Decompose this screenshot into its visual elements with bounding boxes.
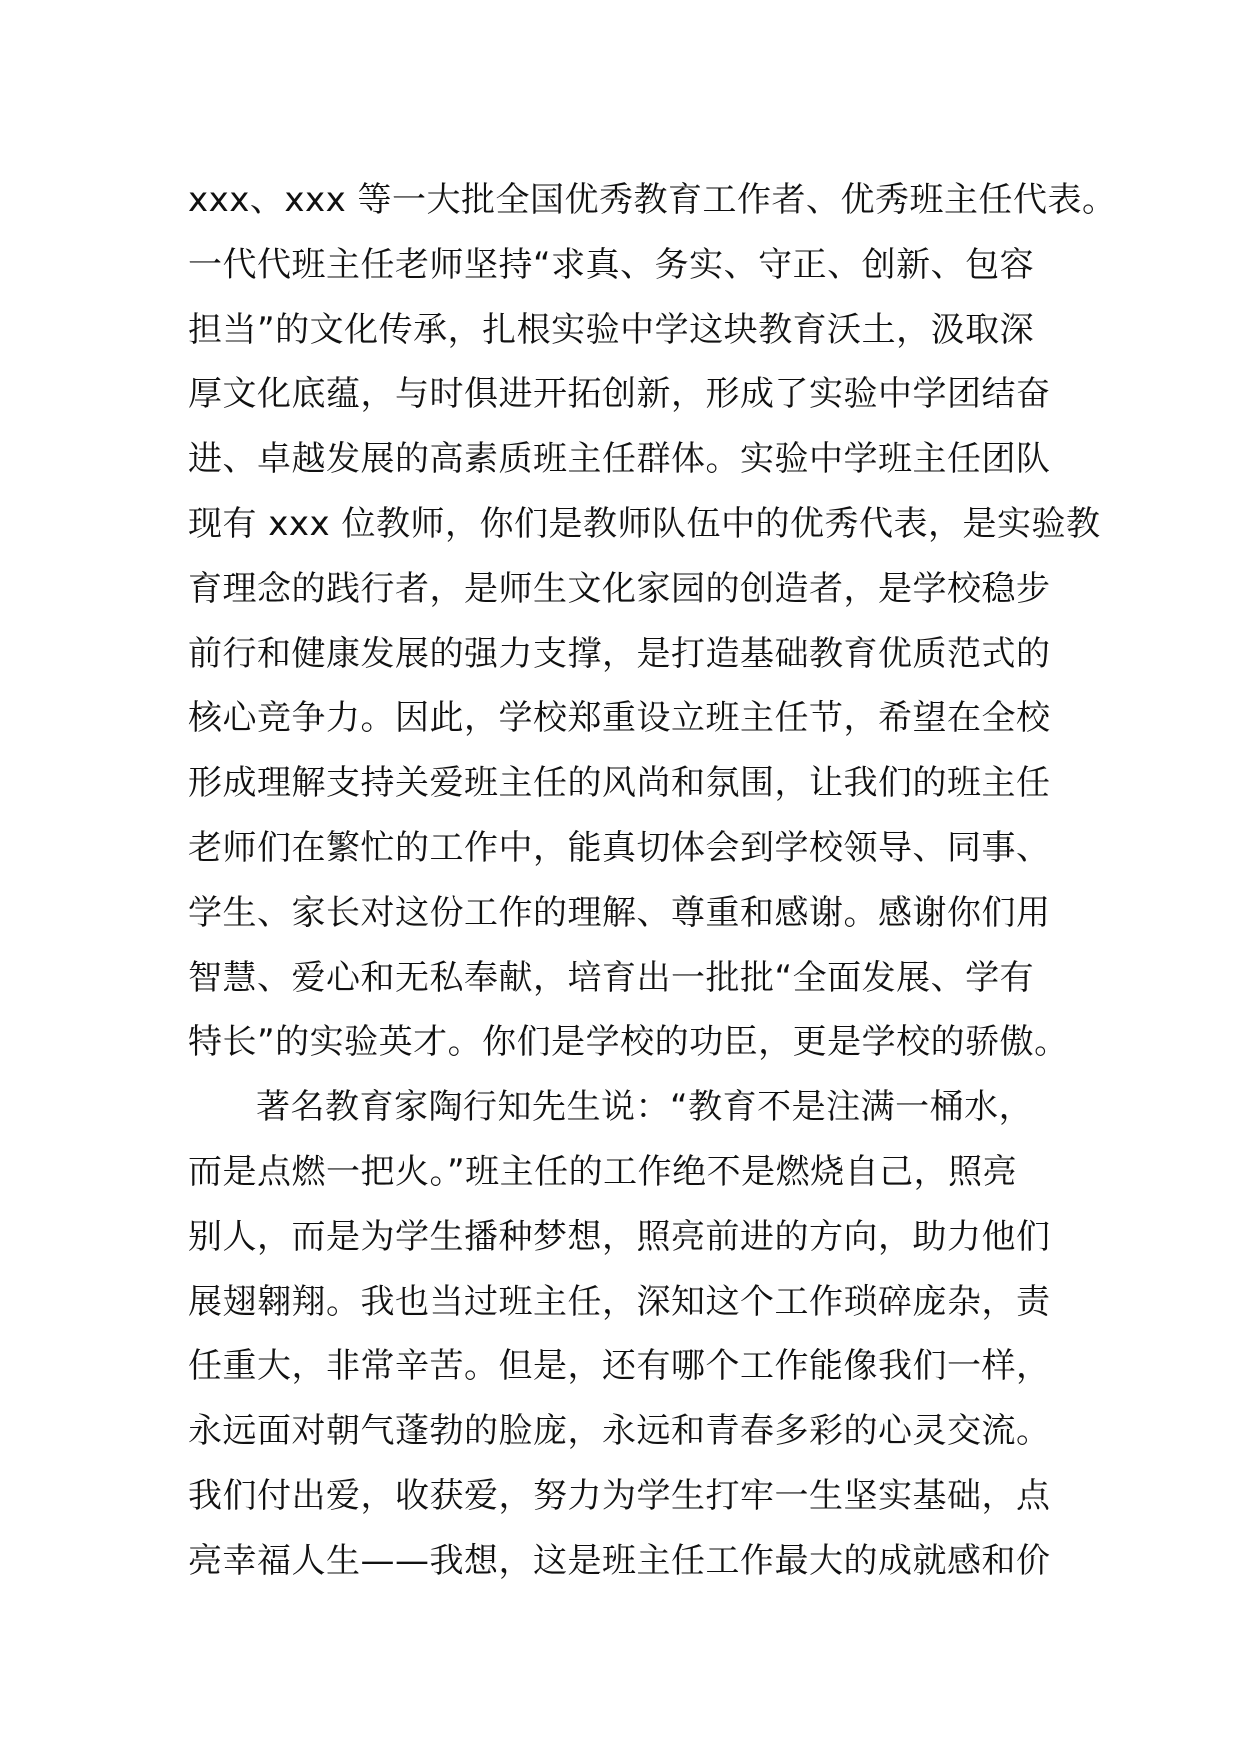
text-line-13: 智慧、爱心和无私奉献，培育出一批批“全面发展、学有 xyxy=(188,957,1035,998)
text-line-10: 形成理解支持关爱班主任的风尚和氛围，让我们的班主任 xyxy=(188,763,1051,804)
text-line-16: 而是点燃一把火。”班主任的工作绝不是燃烧自己，照亮 xyxy=(188,1151,1018,1192)
text-line-19: 任重大，非常辛苦。但是，还有哪个工作能像我们一样， xyxy=(188,1346,1051,1387)
text-line-5: 进、卓越发展的高素质班主任群体。实验中学班主任团队 xyxy=(188,439,1051,480)
text-line-11: 老师们在繁忙的工作中，能真切体会到学校领导、同事、 xyxy=(188,827,1051,868)
text-line-2: 一代代班主任老师坚持“求真、务实、守正、创新、包容 xyxy=(188,244,1035,285)
text-line-22: 亮幸福人生——我想，这是班主任工作最大的成就感和价 xyxy=(188,1540,1051,1581)
text-line-12: 学生、家长对这份工作的理解、尊重和感谢。感谢你们用 xyxy=(188,892,1051,933)
body-text xyxy=(188,168,1117,1594)
text-line-9: 核心竞争力。因此，学校郑重设立班主任节，希望在全校 xyxy=(188,698,1051,739)
paragraph-start-line: 著名教育家陶行知先生说：“教育不是注满一桶水， xyxy=(256,1087,1034,1128)
text-line-21: 我们付出爱，收获爱，努力为学生打牢一生坚实基础，点 xyxy=(188,1475,1051,1516)
text-line-1: xxx、xxx 等一大批全国优秀教育工作者、优秀班主任代表。 xyxy=(188,180,1117,220)
text-line-17: 别人，而是为学生播种梦想，照亮前进的方向，助力他们 xyxy=(188,1216,1051,1257)
text-line-6: 现有 xxx 位教师，你们是教师队伍中的优秀代表，是实验教 xyxy=(188,503,1101,544)
text-line-8: 前行和健康发展的强力支撑，是打造基础教育优质范式的 xyxy=(188,633,1051,674)
text-line-7: 育理念的践行者，是师生文化家园的创造者，是学校稳步 xyxy=(188,568,1051,609)
text-line-20: 永远面对朝气蓬勃的脸庞，永远和青春多彩的心灵交流。 xyxy=(188,1411,1051,1452)
text-line-4: 厚文化底蕴，与时俱进开拓创新，形成了实验中学团结奋 xyxy=(188,374,1051,415)
text-line-3: 担当”的文化传承，扎根实验中学这块教育沃土，汲取深 xyxy=(188,309,1035,350)
text-line-18: 展翅翱翔。我也当过班主任，深知这个工作琐碎庞杂，责 xyxy=(188,1281,1051,1322)
text-line-14: 特长”的实验英才。你们是学校的功臣，更是学校的骄傲。 xyxy=(188,1022,1069,1063)
